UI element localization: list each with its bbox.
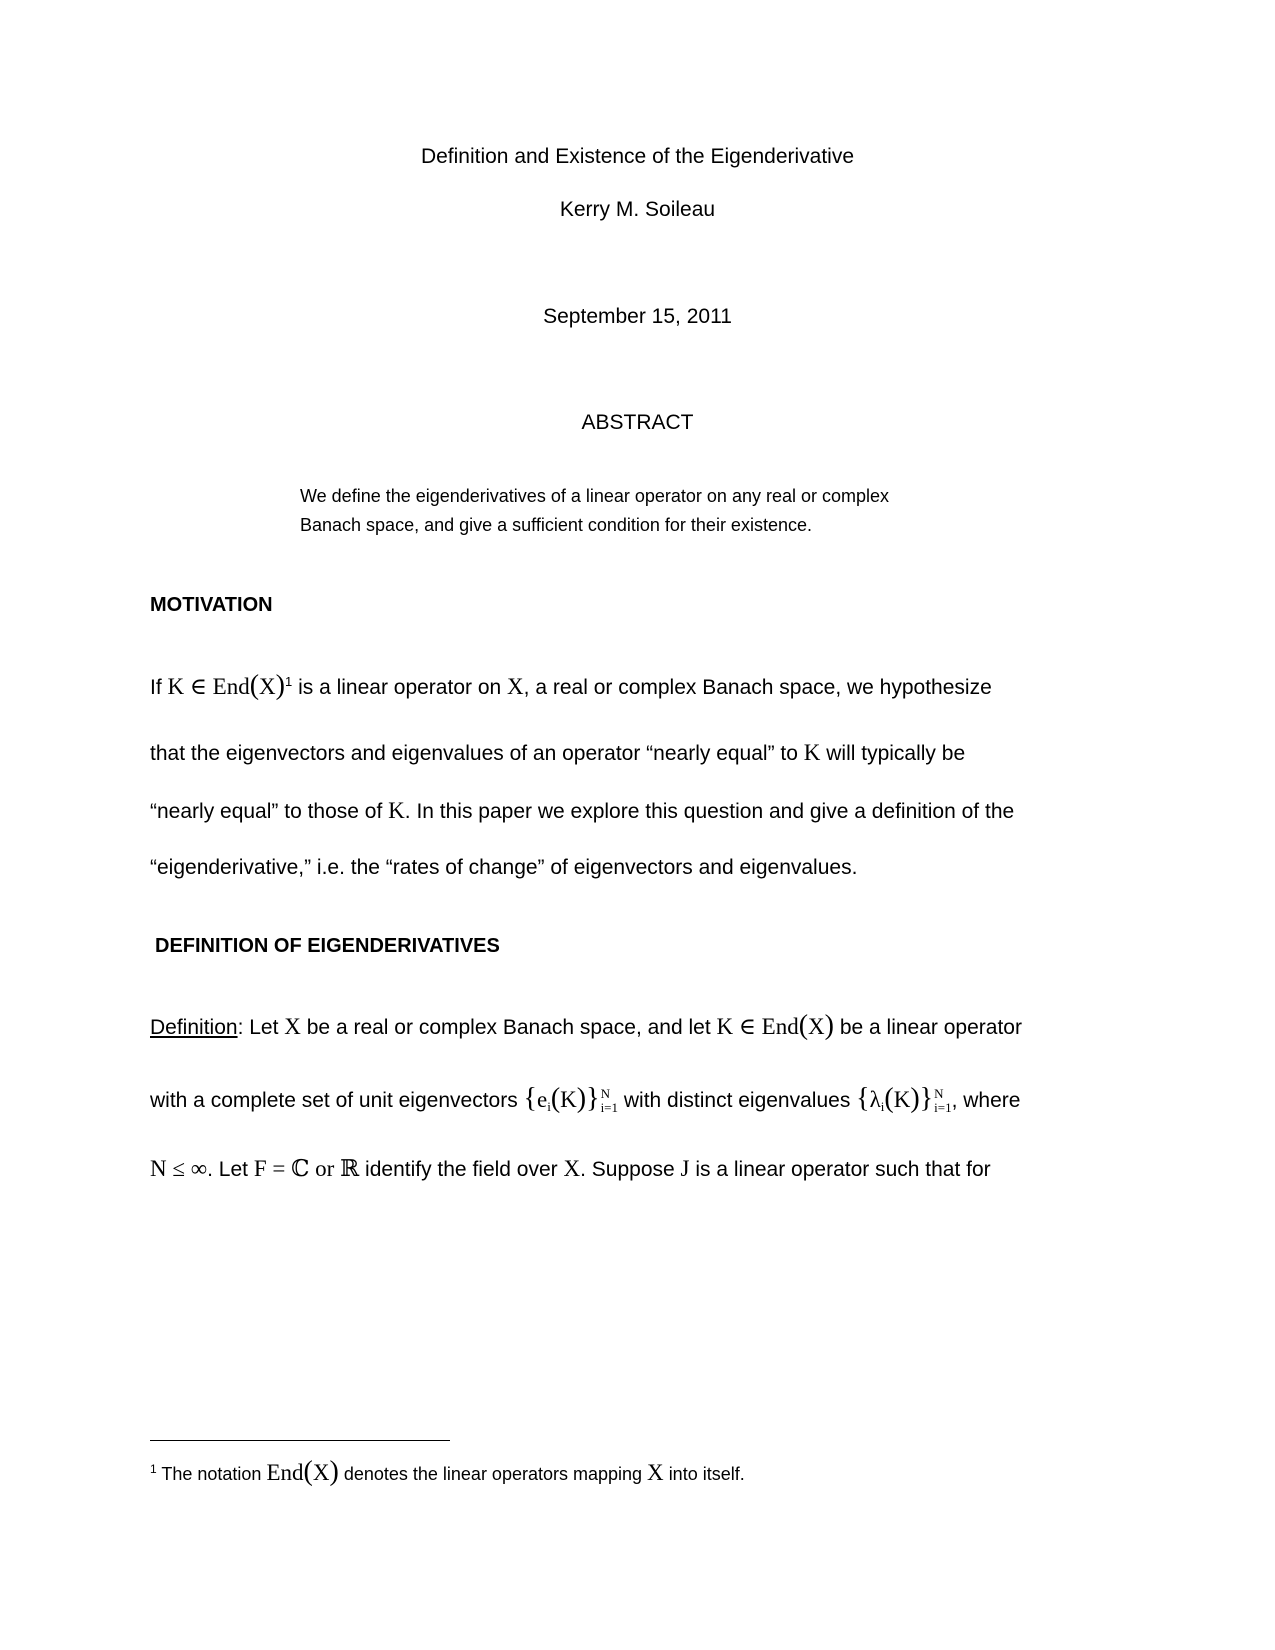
motivation-line-3: “nearly equal” to those of K. In this paper we explore this question and give a definition of the [150,798,1015,823]
abstract-line-2: Banach space, and give a sufficient condition for their existence. [300,515,812,535]
eigenvector-set: $\{e_i(K)\}$ N i=1 [523,1083,619,1116]
motivation-heading: MOTIVATION [150,594,273,616]
motivation-line-4: “eigenderivative,” i.e. the “rates of change” of eigenvectors and eigenvalues. [150,856,858,879]
footnote-divider [150,1440,450,1441]
abstract-line-1: We define the eigenderivatives of a linear operator on any real or complex [300,486,890,506]
definition-line-2: with a complete set of unit eigenvectors $\{e_i(K)\}$ N i=1 with distinct eigenvalues $\{\lambda_i(K)\}$ N i=1 , where [150,1083,1021,1116]
paper-title: Definition and Existence of the Eigenderivative [420,145,855,168]
footnote-marker: 1 [284,674,293,689]
eigenvalue-set: $\{\lambda_i(K)\}$ N i=1 [856,1083,952,1116]
definition-line-1: Definition: Let X be a real or complex Banach space, and let K ∈ End(X) be a linear operator [150,1010,1022,1041]
motivation-line-2: that the eigenvectors and eigenvalues of an operator “nearly equal” to K will typically be [150,740,966,765]
definitions-heading: DEFINITION OF EIGENDERIVATIVES [155,935,500,957]
abstract-heading: ABSTRACT [581,411,694,434]
math-k-in-end: K ∈ End [167,674,250,699]
definition-line-3: N ≤ ∞. Let F = ℂ or ℝ identify the field over X. Suppose J is a linear operator such that for [150,1156,991,1181]
definition-label: Definition [150,1016,238,1039]
author-name: Kerry M. Soileau [559,198,716,221]
footnote: $^1$ The notation End(X) denotes the linear operators mapping X into itself. [150,1456,745,1487]
motivation-line-1: If K ∈ End(X)$^1$ is a linear operator on X, a real or complex Banach space, we hypothesize [150,670,992,701]
publication-date: September 15, 2011 [543,305,732,328]
abstract-text [300,482,960,540]
